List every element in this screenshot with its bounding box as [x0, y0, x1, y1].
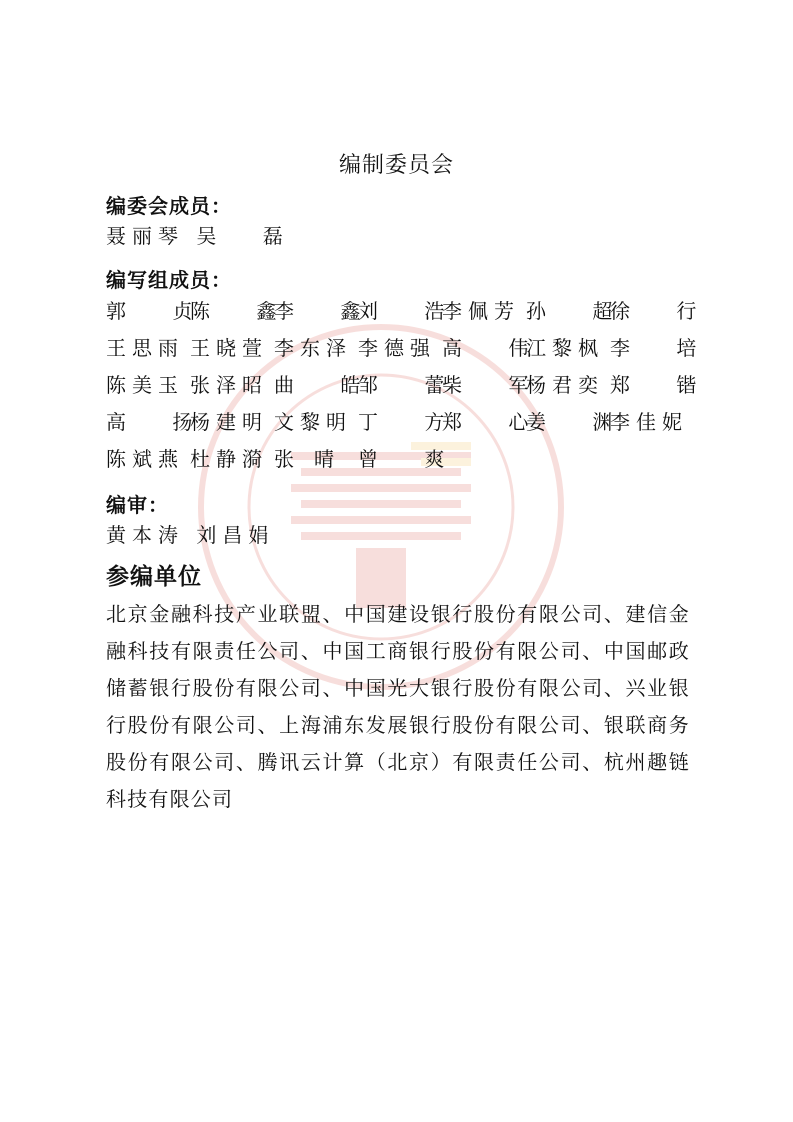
writing-group-member: 杜静漪 [190, 447, 268, 471]
writing-group-row [106, 293, 716, 330]
committee-label: 编委会成员： [106, 194, 232, 218]
committee-members [106, 218, 303, 255]
writing-group-member: 李德强 [358, 336, 436, 360]
writing-group-member: 李佳妮 [610, 410, 688, 434]
committee-member: 聂丽琴 [106, 224, 184, 248]
writing-group-member: 曾 爽 [358, 447, 465, 471]
writing-group-member: 张晴 [274, 447, 354, 471]
review-member: 刘昌娟 [196, 523, 275, 547]
writing-group-member: 邹 蕾 [358, 373, 465, 397]
participating-units-text: 北京金融科技产业联盟、中国建设银行股份有限公司、建信金融科技有限责任公司、中国工商银行股份有限公司、中国邮政储蓄银行股份有限公司、中国光大银行股份有限公司、兴业银行股份有限公司、上海浦东发展银行股份有限公司、银联商务股份有限公司、腾讯云计算（北京）有限责任公司、杭州趣链科技有限公司 [106, 602, 690, 811]
writing-group-member: 杨君奕 [526, 373, 604, 397]
writing-group-member: 张泽昭 [190, 373, 268, 397]
writing-group-member: 郑 锴 [610, 373, 717, 397]
review-member: 黄本涛 [106, 523, 184, 547]
writing-group-member: 郭 贞 [106, 299, 213, 323]
committee-member: 吴 磊 [196, 224, 303, 248]
writing-group-row [106, 367, 716, 404]
review-label: 编审： [106, 493, 169, 517]
writing-group-member: 陈斌燕 [106, 447, 184, 471]
writing-group-member: 陈 鑫 [190, 299, 297, 323]
writing-group-member: 李 培 [610, 336, 717, 360]
review-members [106, 517, 274, 554]
page-title: 编制委员会 [338, 153, 454, 178]
writing-group-member: 陈美玉 [106, 373, 184, 397]
writing-group-member: 孙 超 [526, 299, 633, 323]
writing-group-member: 刘 浩 [358, 299, 465, 323]
writing-group-row [106, 404, 716, 441]
writing-group-member: 高 伟 [442, 336, 549, 360]
writing-group-member: 丁 方 [358, 410, 465, 434]
writing-group-member: 柴 军 [442, 373, 549, 397]
writing-group-member: 郑 心 [442, 410, 549, 434]
writing-group-member: 姜 渊 [526, 410, 633, 434]
writing-group-member: 高 扬 [106, 410, 213, 434]
writing-group-member: 杨建明 [190, 410, 268, 434]
writing-group-member: 李 鑫 [274, 299, 381, 323]
writing-group-member: 李东泽 [274, 336, 352, 360]
writing-group-label: 编写组成员： [106, 268, 232, 292]
writing-group-member: 文黎明 [274, 410, 352, 434]
writing-group-member: 王晓萱 [190, 336, 268, 360]
writing-group-member: 曲 皓 [274, 373, 381, 397]
writing-group-members [106, 293, 716, 478]
writing-group-row [106, 330, 716, 367]
writing-group-member: 王思雨 [106, 336, 184, 360]
writing-group-row [106, 441, 716, 478]
writing-group-member: 徐 行 [610, 299, 717, 323]
writing-group-member: 江黎枫 [526, 336, 604, 360]
writing-group-member: 李佩芳 [442, 299, 520, 323]
participating-units-label: 参编单位 [106, 564, 202, 590]
